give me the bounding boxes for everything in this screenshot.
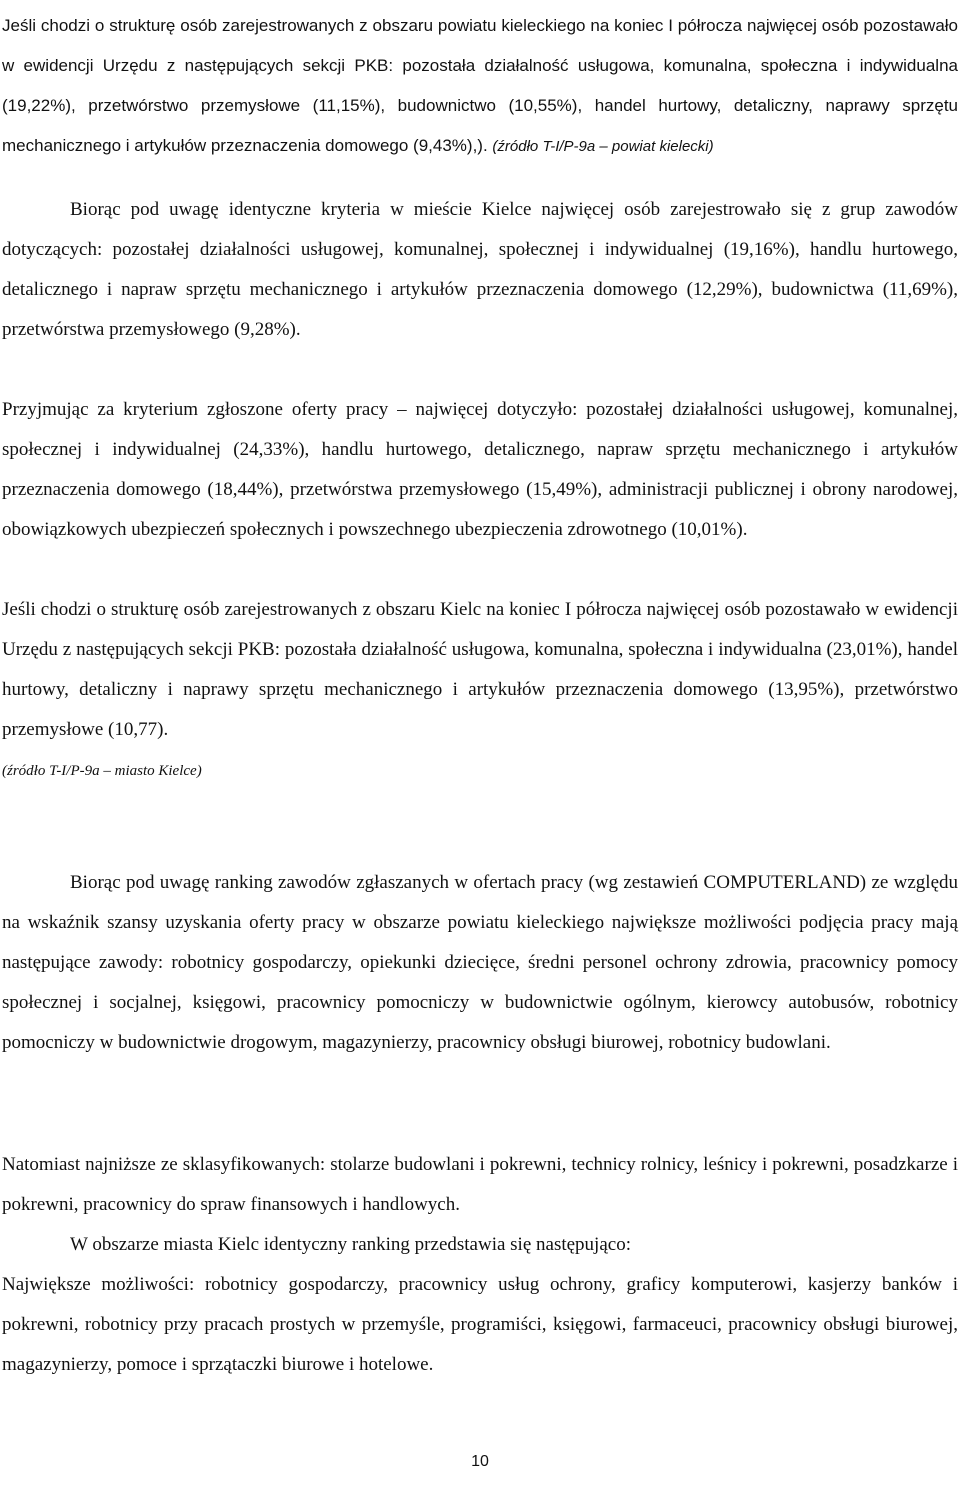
paragraph-kielce-structure (2, 590, 958, 791)
paragraph-ranking-powiat: Biorąc pod uwagę ranking zawodów zgłaszanych w ofertach pracy (wg zestawień COMPUTERLAND) ze względu na wskaźnik szansy uzyskania oferty pracy w obszarze powiatu kieleckiego największe możliwości podjęcia pracy mają następujące zawody: robotnicy gospodarczy, opiekunki dziecięce, średni personel ochrony zdrowia, pracownicy pomocy społecznej i socjalnej, księgowi, pracownicy pomocniczy w budownictwie ogólnym, kierowcy autobusów, robotnicy pomocniczy w budownictwie drogowym, magazynierzy, pracownicy obsługi biurowej, robotnicy budowlani. (2, 872, 958, 1053)
paragraph-job-offers: Przyjmując za kryterium zgłoszone oferty pracy – najwięcej dotyczyło: pozostałej działalności usługowej, komunalnej, społecznej i indywidualnej (24,33%), handlu hurtowego, detalicznego, napraw sprzętu mechanicznego i artykułów przeznaczenia domowego (18,44%), przetwórstwa przemysłowego (15,49%), administracji publicznej i obrony narodowej, obowiązkowych ubezpieczeń społecznych i powszechnego ubezpieczenia zdrowotnego (10,01%). (2, 399, 958, 540)
paragraph-powiat-structure (2, 6, 958, 167)
paragraph-ranking-kielce-intro: W obszarze miasta Kielc identyczny ranking przedstawia się następująco: (70, 1234, 631, 1255)
page-number: 10 (471, 1453, 489, 1470)
paragraph-text: Jeśli chodzi o strukturę osób zarejestrowanych z obszaru Kielc na koniec I półrocza najwięcej osób pozostawało w ewidencji Urzędu z następujących sekcji PKB: pozostała działalność usługowa, komunalna, społeczna i indywidualna (23,01%), handel hurtowy, detaliczny i naprawy sprzętu mechanicznego i artykułów przeznaczenia domowego (13,95%), przetwórstwo przemysłowe (10,77). (2, 599, 958, 740)
paragraph-text: Jeśli chodzi o strukturę osób zarejestrowanych z obszaru powiatu kieleckiego na koniec I półrocza najwięcej osób pozostawało w ewidencji Urzędu z następujących sekcji PKB: pozostała działalność usługowa, komunalna, społeczna i indywidualna (19,22%), przetwórstwo przemysłowe (11,15%), budownictwo (10,55%), handel hurtowy, detaliczny, naprawy sprzętu mechanicznego i artykułów przeznaczenia domowego (9,43%),). (2, 16, 958, 155)
paragraph-kielce-criteria: Biorąc pod uwagę identyczne kryteria w mieście Kielce najwięcej osób zarejestrowało się z grup zawodów dotyczących: pozostałej działalności usługowej, komunalnej, społecznej i indywidualnej (19,16%), handlu hurtowego, detalicznego i napraw sprzętu mechanicznego i artykułów przeznaczenia domowego (12,29%), budownictwa (11,69%), przetwórstwa przemysłowego (9,28%). (2, 199, 958, 340)
paragraph-ranking-kielce-list: Największe możliwości: robotnicy gospodarczy, pracownicy usług ochrony, graficy komputerowi, kasjerzy banków i pokrewni, robotnicy przy pracach prostych w przemyśle, programiści, księgowi, farmaceuci, pracownicy obsługi biurowej, magazynierzy, pomoce i sprzątaczki biurowe i hotelowe. (2, 1274, 958, 1375)
paragraph-lowest-ranked: Natomiast najniższe ze sklasyfikowanych: stolarze budowlani i pokrewni, technicy rolnicy, leśnicy i pokrewni, posadzkarze i pokrewni, pracownicy do spraw finansowych i handlowych. (2, 1154, 958, 1215)
source-note: (źródło T-I/P-9a – miasto Kielce) (2, 763, 202, 779)
source-note: (źródło T-I/P-9a – powiat kielecki) (492, 138, 714, 155)
